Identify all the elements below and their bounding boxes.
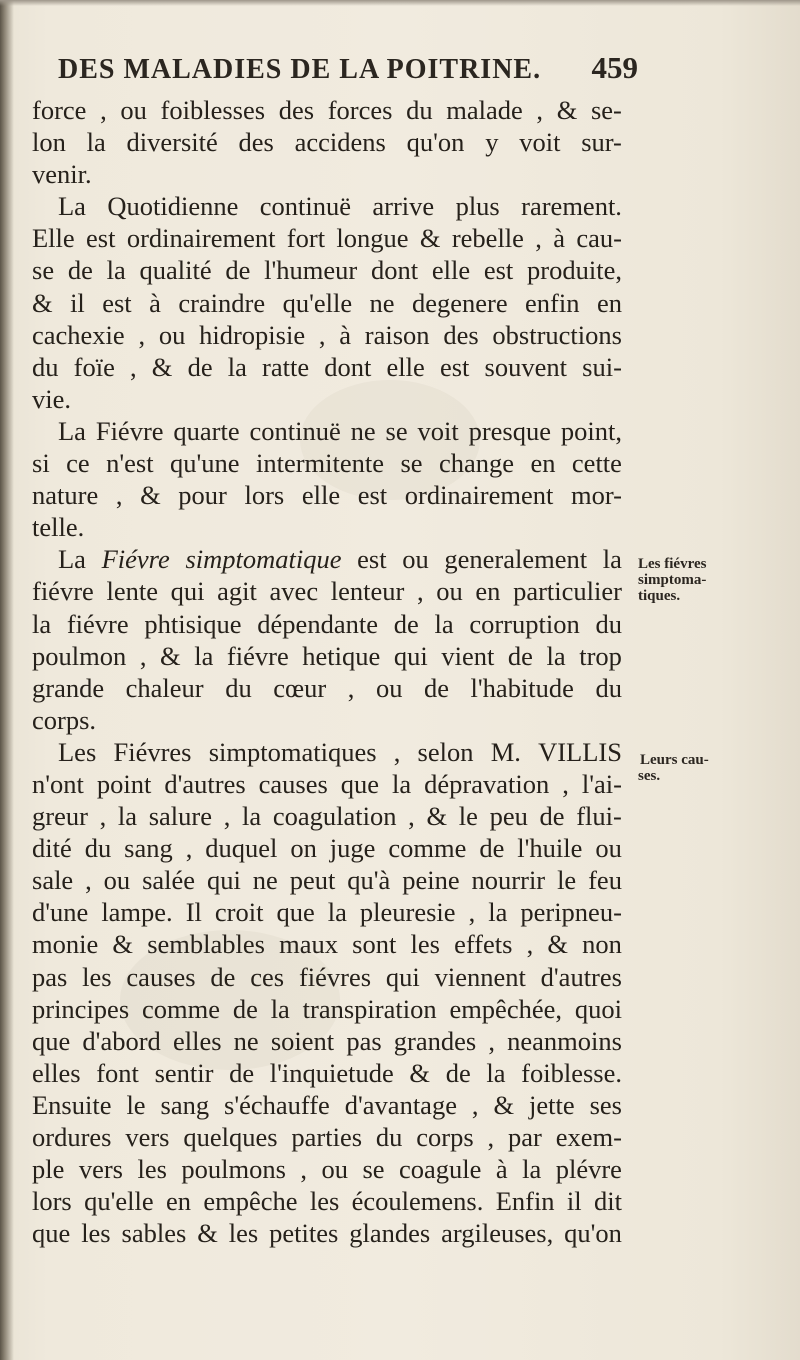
text-line: si ce n'est qu'une intermitente se change en cette [32,448,622,479]
marginal-note-symptomatic-fevers [638,556,748,604]
text-line: cachexie , ou hidropisie , à raison des obstructions [32,319,622,350]
text-line: elles font sentir de l'inquietude & de la foiblesse. [32,1057,622,1088]
body-text [32,94,622,1249]
text-line: se de la qualité de l'humeur dont elle est produite, [32,255,622,286]
text-line: monie & semblables maux sont les effets , & non [32,929,622,960]
text-line: fiévre lente qui agit avec lenteur , ou en particulier [32,576,622,607]
text-line: que d'abord elles ne soient pas grandes , neanmoins [32,1025,622,1056]
text-line: grande chaleur du cœur , ou de l'habitude du [32,672,622,703]
text-line: Elle est ordinairement fort longue & rebelle , à cau- [32,223,622,254]
text-line: dité du sang , duquel on juge comme de l'huile ou [32,833,622,864]
text-line: nature , & pour lors elle est ordinairement mor- [32,480,622,511]
marginal-note-line: Les fiévres [638,556,707,572]
page-top-edge [0,0,800,6]
text-line: La Fiévre quarte continuë ne se voit presque point, [58,415,622,446]
marginal-note-their-causes [638,752,748,784]
text-line: & il est à craindre qu'elle ne degenere enfin en [32,287,622,318]
text-line: que les sables & les petites glandes argileuses, qu'on [32,1218,622,1249]
marginal-note-line: simptoma- [638,572,707,588]
text-line: corps. [32,704,97,735]
text-line: force , ou foiblesses des forces du malade , & se- [32,95,622,125]
text-line: Les Fiévres simptomatiques , selon M. VILLIS [58,736,622,767]
text-line: lon la diversité des accidens qu'on y voit sur- [32,127,622,158]
text-line: du foïe , & de la ratte dont elle est souvent sui- [32,351,622,382]
text-line: la fiévre phtisique dépendante de la corruption du [32,608,622,639]
marginal-note-line: Leurs cau- [640,752,709,768]
text-line: La Quotidienne continuë arrive plus rarement. [58,191,622,222]
page-number: 459 [591,50,638,85]
running-title: DES MALADIES DE LA POITRINE. [58,54,542,85]
marginal-note-line: ses. [638,768,661,784]
text-line: ordures vers quelques parties du corps , par exem- [32,1122,622,1152]
text-line: poulmon , & la fiévre hetique qui vient de la trop [32,640,622,671]
text-line: sale , ou salée qui ne peut qu'à peine nourrir le feu [32,865,622,896]
text-line: greur , la salure , la coagulation , & le peu de flui- [32,801,622,832]
text-line-with-italic-term: La Fiévre simptomatique est ou generalement la [58,544,622,575]
text-line: principes comme de la transpiration empêchée, quoi [32,993,622,1024]
text-line: pas les causes de ces fiévres qui viennent d'autres [32,961,622,992]
text-line: n'ont point d'autres causes que la dépravation , l'ai- [32,768,622,799]
text-line: d'une lampe. Il croit que la pleuresie , la peripneu- [32,897,622,928]
text-line: venir. [32,159,92,190]
text-line: ple vers les poulmons , ou se coagule à la plévre [32,1154,622,1185]
marginal-note-line: tiques. [638,588,681,604]
running-header [58,50,638,98]
text-line: lors qu'elle en empêche les écoulemens. Enfin il dit [32,1186,622,1217]
text-line: telle. [32,512,85,543]
binding-gutter-shadow [0,0,14,1360]
text-line: vie. [32,383,71,414]
text-line: Ensuite le sang s'échauffe d'avantage , & jette ses [32,1089,622,1120]
